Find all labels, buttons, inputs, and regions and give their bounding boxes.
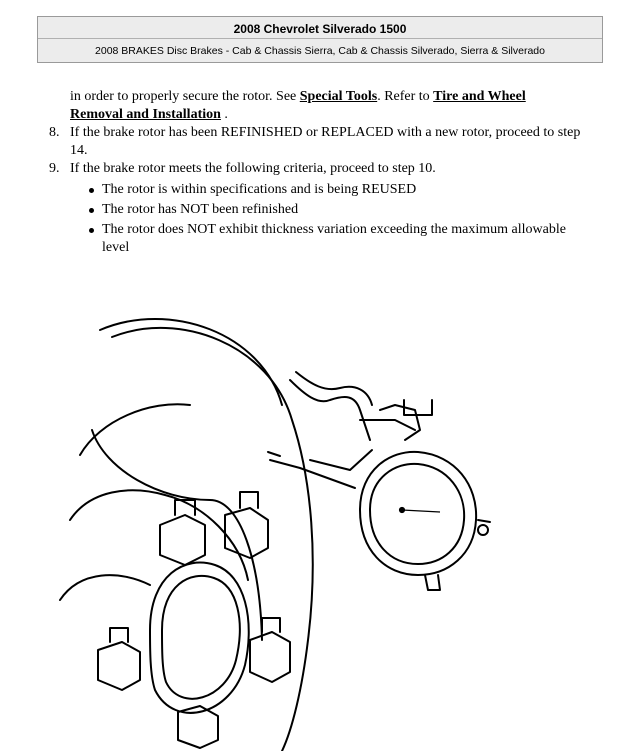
- step-8-number: 8.: [49, 125, 60, 140]
- continuation-text: in order to properly secure the rotor. See: [70, 89, 300, 104]
- tire-wheel-link-part2[interactable]: Removal and Installation: [70, 107, 221, 122]
- hub-arc-outer: [92, 430, 262, 640]
- indicator-plunger: [270, 460, 355, 488]
- center-bore-inner: [162, 576, 240, 699]
- special-tools-link[interactable]: Special Tools: [299, 89, 378, 104]
- header-title: 2008 Chevrolet Silverado 1500: [233, 22, 407, 36]
- wheel-stud-nut: [160, 515, 205, 565]
- header-subtitle: 2008 BRAKES Disc Brakes - Cab & Chassis Sierra, Cab & Chassis Silverado, Sierra & Silverado: [95, 45, 545, 57]
- period-text: .: [220, 107, 228, 122]
- step-8-line-2: 14.: [70, 143, 88, 158]
- hub-arc-back: [80, 404, 190, 455]
- step-9-text: If the brake rotor meets the following criteria, proceed to step 10.: [70, 161, 436, 176]
- dial-gauge-face-inner: [370, 464, 464, 564]
- step-8-line-1: If the brake rotor has been REFINISHED or REPLACED with a new rotor, proceed to step: [70, 125, 581, 140]
- tire-wheel-link-part1[interactable]: Tire and Wheel: [433, 89, 526, 104]
- criteria-bullet-3-line-1: The rotor does NOT exhibit thickness variation exceeding the maximum allowable: [102, 222, 566, 237]
- refer-text: . Refer to: [377, 89, 434, 104]
- hub-flange-lower: [60, 575, 150, 600]
- step-9-number: 9.: [49, 161, 60, 176]
- criteria-bullet-3-line-2: level: [102, 240, 130, 255]
- dial-needle: [402, 510, 440, 512]
- center-bore-outer: [150, 563, 249, 713]
- criteria-bullet-2: The rotor has NOT been refinished: [102, 202, 299, 217]
- dial-gauge-face-outer: [360, 452, 476, 575]
- rotor-outer-edge: [112, 328, 313, 751]
- criteria-bullet-1: The rotor is within specifications and is being REUSED: [102, 182, 417, 197]
